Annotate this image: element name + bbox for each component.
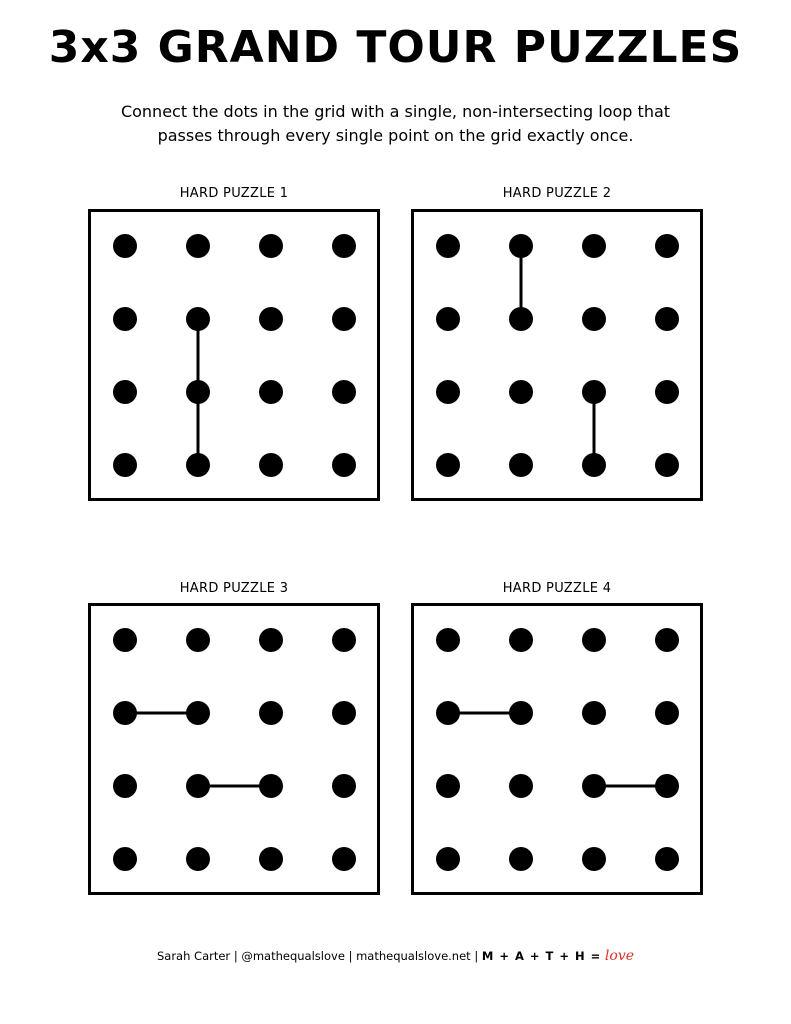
- grid-dot[interactable]: [113, 307, 137, 331]
- grid-dot[interactable]: [113, 774, 137, 798]
- grid-dot[interactable]: [332, 628, 356, 652]
- grid-dot[interactable]: [113, 234, 137, 258]
- grid-dot[interactable]: [113, 847, 137, 871]
- grid-dot[interactable]: [259, 774, 283, 798]
- grid-dot[interactable]: [582, 701, 606, 725]
- grid-dot[interactable]: [509, 380, 533, 404]
- grid-dot[interactable]: [582, 453, 606, 477]
- grid-dot[interactable]: [332, 234, 356, 258]
- grid-dot[interactable]: [655, 774, 679, 798]
- grid-dot[interactable]: [186, 774, 210, 798]
- grid-dot[interactable]: [582, 307, 606, 331]
- grid-dot[interactable]: [582, 628, 606, 652]
- grid-dot[interactable]: [332, 380, 356, 404]
- grid-dot[interactable]: [655, 628, 679, 652]
- grid-dot[interactable]: [259, 628, 283, 652]
- footer: [0, 948, 791, 964]
- grid-dot[interactable]: [259, 307, 283, 331]
- grid-dot[interactable]: [436, 701, 460, 725]
- grid-dot[interactable]: [259, 380, 283, 404]
- grid-dot[interactable]: [259, 701, 283, 725]
- grid-dot[interactable]: [655, 453, 679, 477]
- grid-dot[interactable]: [509, 628, 533, 652]
- grid-dot[interactable]: [582, 774, 606, 798]
- footer-brand-love: love: [604, 948, 635, 964]
- grid-dot[interactable]: [186, 307, 210, 331]
- grid-dot[interactable]: [186, 380, 210, 404]
- grid-dot[interactable]: [436, 380, 460, 404]
- grid-dot[interactable]: [186, 628, 210, 652]
- grid-dot[interactable]: [509, 453, 533, 477]
- grid-dot[interactable]: [186, 847, 210, 871]
- instructions: [60, 100, 731, 148]
- grid-dot[interactable]: [655, 234, 679, 258]
- puzzle-4-svg: [414, 606, 700, 892]
- instructions-line-2: passes through every single point on the grid exactly once.: [157, 126, 634, 145]
- grid-dot[interactable]: [655, 847, 679, 871]
- puzzle-3-svg: [91, 606, 377, 892]
- grid-dot[interactable]: [332, 453, 356, 477]
- grid-dot[interactable]: [582, 847, 606, 871]
- footer-separator: |: [233, 949, 238, 963]
- puzzle-grid-1[interactable]: [88, 209, 380, 501]
- grid-dot[interactable]: [332, 847, 356, 871]
- grid-dot[interactable]: [113, 380, 137, 404]
- grid-dot[interactable]: [509, 701, 533, 725]
- footer-website[interactable]: mathequalslove.net: [356, 949, 471, 963]
- grid-dot[interactable]: [113, 453, 137, 477]
- grid-dot[interactable]: [436, 847, 460, 871]
- puzzle-label-1: HARD PUZZLE 1: [179, 186, 289, 201]
- grid-dot[interactable]: [655, 701, 679, 725]
- grid-dot[interactable]: [259, 234, 283, 258]
- grid-dot[interactable]: [436, 307, 460, 331]
- grid-dot[interactable]: [509, 307, 533, 331]
- grid-dot[interactable]: [113, 628, 137, 652]
- puzzle-grid-2[interactable]: [411, 209, 703, 501]
- grid-dot[interactable]: [655, 307, 679, 331]
- puzzle-2-svg: [414, 212, 700, 498]
- grid-dot[interactable]: [186, 453, 210, 477]
- grid-dot[interactable]: [509, 774, 533, 798]
- grid-dot[interactable]: [582, 380, 606, 404]
- puzzle-grid-3[interactable]: [88, 603, 380, 895]
- grid-dot[interactable]: [509, 234, 533, 258]
- puzzle-1-svg: [91, 212, 377, 498]
- grid-dot[interactable]: [436, 628, 460, 652]
- footer-separator: |: [348, 949, 353, 963]
- grid-dot[interactable]: [332, 701, 356, 725]
- puzzle-label-2: HARD PUZZLE 2: [502, 186, 612, 201]
- page-title: 3x3 GRAND TOUR PUZZLES: [48, 22, 743, 73]
- grid-dot[interactable]: [186, 701, 210, 725]
- footer-brand: M + A + T + H =: [481, 949, 602, 963]
- grid-dot[interactable]: [259, 847, 283, 871]
- grid-dot[interactable]: [436, 234, 460, 258]
- grid-dot[interactable]: [259, 453, 283, 477]
- grid-dot[interactable]: [509, 847, 533, 871]
- puzzle-label-4: HARD PUZZLE 4: [502, 581, 612, 596]
- grid-dot[interactable]: [655, 380, 679, 404]
- grid-dot[interactable]: [436, 453, 460, 477]
- footer-handle[interactable]: @mathequalslove: [241, 949, 345, 963]
- footer-separator: |: [474, 949, 479, 963]
- grid-dot[interactable]: [436, 774, 460, 798]
- grid-dot[interactable]: [332, 774, 356, 798]
- grid-dot[interactable]: [186, 234, 210, 258]
- instructions-line-1: Connect the dots in the grid with a single, non-intersecting loop that: [120, 102, 671, 121]
- grid-dot[interactable]: [113, 701, 137, 725]
- puzzle-grid-4[interactable]: [411, 603, 703, 895]
- grid-dot[interactable]: [582, 234, 606, 258]
- puzzle-label-3: HARD PUZZLE 3: [179, 581, 289, 596]
- footer-author: Sarah Carter: [156, 949, 231, 963]
- grid-dot[interactable]: [332, 307, 356, 331]
